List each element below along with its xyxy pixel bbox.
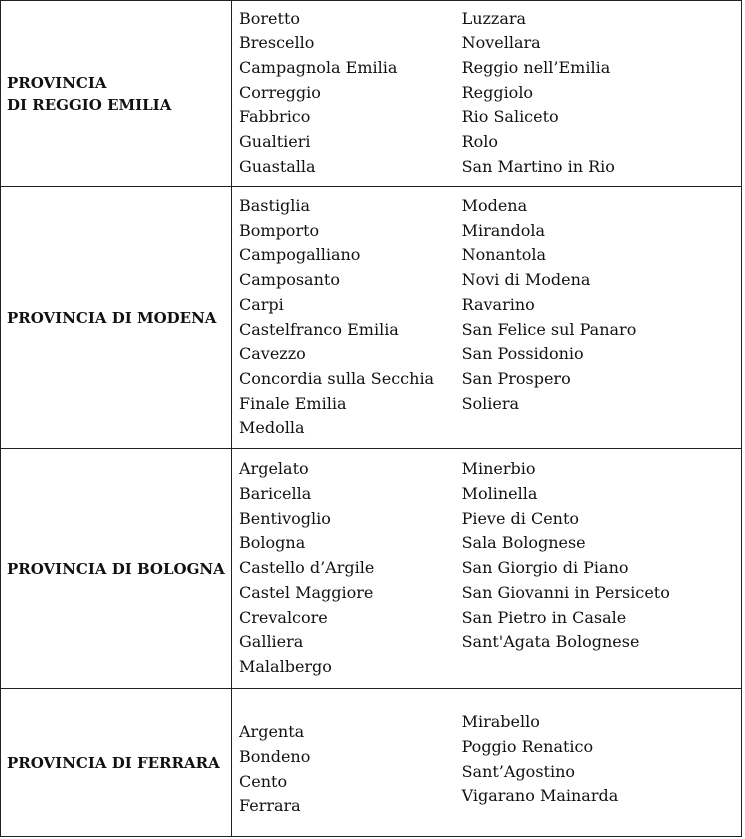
comune-item: Rolo [461, 132, 498, 152]
comune-item: Nonantola [461, 245, 547, 265]
comune-item: Campogalliano [239, 245, 361, 265]
comune-item: San Prospero [461, 368, 571, 388]
comune-item: Reggio nell’Emilia [461, 57, 611, 77]
province-row [1, 1, 742, 187]
province-row [1, 689, 742, 837]
province-name [1, 689, 232, 837]
comune-item: Poggio Renatico [461, 736, 594, 756]
comune-item: Pieve di Cento [461, 508, 580, 528]
province-table-body [1, 1, 742, 837]
comune-item: Cavezzo [239, 344, 306, 364]
comune-item: Carpi [239, 294, 284, 314]
comune-item: Minerbio [461, 459, 536, 479]
comune-item: Concordia sulla Secchia [239, 368, 435, 388]
comune-item: Brescello [239, 33, 315, 53]
comuni-column-left [239, 194, 462, 441]
comune-item: Rio Saliceto [461, 107, 559, 127]
comuni-column-right [462, 706, 741, 819]
comune-item: San Giovanni in Persiceto [461, 582, 670, 602]
comune-item: San Pietro in Casale [461, 607, 627, 627]
comune-item: Cento [239, 771, 288, 791]
comune-item: Mirabello [461, 712, 540, 732]
province-row [1, 449, 742, 689]
comune-item: Vigarano Mainarda [461, 786, 619, 806]
comune-item: Modena [461, 195, 528, 215]
comune-item: Novi di Modena [461, 270, 591, 290]
comune-item: Camposanto [239, 270, 340, 290]
comuni-column-right [462, 457, 741, 679]
comune-item: Bastiglia [239, 195, 311, 215]
province-name-line: PROVINCIA DI FERRARA [7, 753, 220, 772]
comune-item: Bomporto [239, 220, 320, 240]
comune-item: Castelfranco Emilia [239, 319, 399, 339]
comune-item: Novellara [461, 33, 541, 53]
comune-item: Sant'Agata Bolognese [461, 632, 640, 652]
comune-item: San Martino in Rio [461, 156, 615, 176]
comune-item: San Felice sul Panaro [461, 319, 637, 339]
comune-item: Finale Emilia [239, 393, 347, 413]
comune-item: Argelato [239, 459, 309, 479]
comuni-columns [232, 194, 741, 441]
comune-item: Medolla [239, 418, 305, 438]
province-name [1, 449, 232, 689]
comune-item: Molinella [461, 484, 538, 504]
province-name-line: PROVINCIA [7, 73, 107, 92]
comune-item: Sant’Agostino [461, 761, 576, 781]
province-name-line: DI REGGIO EMILIA [7, 95, 172, 114]
comuni-column-left [239, 706, 462, 819]
comune-item: Guastalla [239, 156, 316, 176]
comune-item: Castel Maggiore [239, 582, 374, 602]
comuni-cell [232, 449, 742, 689]
comune-item: Mirandola [461, 220, 546, 240]
comune-item: Correggio [239, 82, 321, 102]
comuni-cell [232, 689, 742, 837]
comuni-column-right [462, 7, 741, 180]
comune-item: Argenta [239, 722, 305, 742]
comune-item: Galliera [239, 632, 304, 652]
comuni-cell [232, 1, 742, 187]
comune-item: San Possidonio [461, 344, 584, 364]
province-name [1, 187, 232, 449]
comune-item: Castello d’Argile [239, 558, 375, 578]
comune-item: Soliera [461, 393, 520, 413]
comune-item: Ferrara [239, 796, 301, 816]
comune-item: Boretto [239, 8, 300, 28]
comuni-column-left [239, 7, 462, 180]
comune-item: Bologna [239, 533, 306, 553]
comune-item: Bondeno [239, 746, 311, 766]
comune-item: Reggiolo [461, 82, 534, 102]
comuni-columns [232, 2, 741, 186]
comuni-column-right [462, 194, 741, 441]
comuni-cell [232, 187, 742, 449]
comune-item: San Giorgio di Piano [461, 558, 629, 578]
comune-item: Baricella [239, 484, 312, 504]
province-name-line: PROVINCIA DI MODENA [7, 308, 217, 327]
comuni-column-left [239, 457, 462, 679]
comune-item: Campagnola Emilia [239, 57, 398, 77]
comuni-columns [232, 457, 741, 679]
comune-item: Sala Bolognese [461, 533, 586, 553]
province-name [1, 1, 232, 187]
comuni-columns [232, 706, 741, 819]
comune-item: Ravarino [461, 294, 535, 314]
comune-item: Gualtieri [239, 132, 311, 152]
province-name-line: PROVINCIA DI BOLOGNA [7, 559, 225, 578]
comune-item: Malalbergo [239, 656, 332, 676]
comune-item: Crevalcore [239, 607, 328, 627]
comune-item: Fabbrico [239, 107, 311, 127]
comune-item: Luzzara [461, 8, 527, 28]
comune-item: Bentivoglio [239, 508, 331, 528]
province-row [1, 187, 742, 449]
